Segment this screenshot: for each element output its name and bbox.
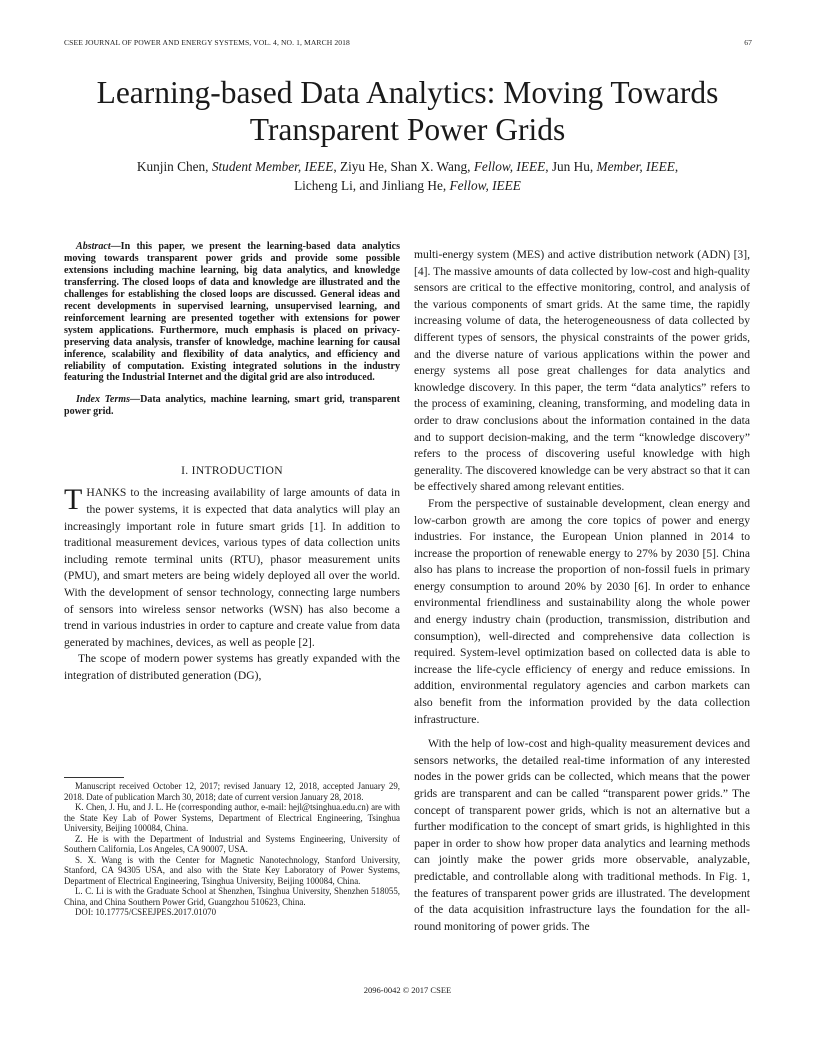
running-head	[64, 38, 752, 47]
author-1-role: Student Member, IEEE	[211, 159, 334, 174]
author-list	[60, 157, 755, 195]
intro-paragraph-1	[64, 485, 400, 651]
abstract	[64, 241, 400, 384]
title-line-2: Transparent Power Grids	[249, 112, 566, 147]
section-numeral: I. I	[181, 464, 196, 478]
left-column	[64, 241, 400, 684]
author-4: Licheng Li, and Jinliang He,	[294, 178, 450, 193]
intro-paragraph-1-text: to the increasing availability of large amounts of data in the power systems, it is expected that data analytics will play an increasingly important role in future smart grids [1]. In addition to traditional measurement devices, various types of data collection units including remote terminal units (RTU), phasor measurement units (PMU), and smart meters are being widely deployed all over the world. With the development of sensor technology, connecting large numbers of sensors into wireless sensor networks (WSN) has also become a trend in various industries in order to capture and create value from data generated by machines, devices, as well as people [2].	[64, 486, 400, 649]
author-1: Kunjin Chen,	[136, 159, 212, 174]
author-2-role: Fellow, IEEE	[473, 159, 546, 174]
index-terms-label: Index Terms	[76, 394, 131, 406]
right-paragraph-2: From the perspective of sustainable development, clean energy and low-carbon growth are among the core topics of power and energy industries. For instance, the European Union planned in 2014 to increase the proportion of renewable energy to 27% by 2030 [5]. China also has plans to increase the proportion of non-fossil fuels in primary energy consumption to around 20% by 2030 [6]. In order to enhance environmental friendliness and sustainability along the whole power and energy industry chain (production, transmission, distribution and consumption), well-directed and comprehensive data collection is required. System-level optimization based on collected data is able to increase the life-cycle efficiency of energy and reduce emissions. In addition, environmental regulatory agencies and carbon markets can also benefit from the information provided by the data collection infrastructure.	[414, 496, 750, 726]
footnotes	[64, 781, 400, 918]
footnote-affiliation-he: Z. He is with the Department of Industrial and Systems Engineering, University of Southern California, Los Angeles, CA 90007, USA.	[64, 833, 400, 854]
right-column	[414, 247, 750, 935]
author-3-role: Member, IEEE	[596, 159, 675, 174]
section-title: NTRODUCTION	[195, 464, 283, 478]
author-4-role: Fellow, IEEE	[449, 178, 521, 193]
intro-paragraph-2: The scope of modern power systems has greatly expanded with the integration of distributed generation (DG),	[64, 652, 400, 682]
footnote-affiliation-chen: K. Chen, J. Hu, and J. L. He (corresponding author, e-mail: hejl@tsinghua.edu.cn) are with the State Key Lab of Power Systems, Department of Electrical Engineering, Tsinghua University, Beijing 100084, China.	[64, 802, 400, 833]
right-paragraph-3: With the help of low-cost and high-quality measurement devices and sensors networks, the detailed real-time information of any interested nodes in the power grids can be collected, which means that the power grids are transparent and can be called “transparent power grids.” The concept of transparent power grids, which is not an alternative but a further modification to the concept of smart grids, is highlighted in this paper in order to show how proper data analytics and learning methods can jointly make the power grids more observable, analyzable, predictable, and controllable along with traditional methods. In Fig. 1, the features of transparent power grids are illustrated. The development of the data acquisition infrastructure lays the foundation for the all-round monitoring of power grids. The	[414, 737, 750, 933]
lead-caps: HANKS	[86, 486, 127, 500]
paper-title	[60, 74, 755, 148]
right-paragraph-1: multi-energy system (MES) and active distribution network (ADN) [3], [4]. The massive amounts of data collected by low-cost and high-quality sensors are critical to the effective monitoring, control, and analysis of the various components of smart grids. At the same time, the rapidly increasing volume of data, the heterogeneousness of data collected by different types of sensors, the physical constraints of the power grids, and the diverse nature of various applications within the power and energy systems all pose great challenges for data analytics and knowledge discovery. In this paper, the term “data analytics” refers to the process of examining, cleaning, transforming, and modeling data in order to draw conclusions about the information contained in the data and to support decision-making, and the term “knowledge discovery” refers to the process of discovering useful knowledge with high generality. The discovered knowledge can be very abstract so that it can be effectively shared among relevant entities.	[414, 248, 750, 494]
footnote-affiliation-li: L. C. Li is with the Graduate School at Shenzhen, Tsinghua University, Shenzhen 518055, China, and China Southern Power Grid, Guangzhou 510623, China.	[64, 886, 400, 907]
index-terms-text: —Data analytics, machine learning, smart grid, transparent power grid.	[64, 394, 400, 418]
abstract-label: Abstract	[76, 241, 111, 252]
footnote-manuscript: Manuscript received October 12, 2017; revised January 12, 2018, accepted January 29, 2018. Date of publication March 30, 2018; date of current version January 28, 2018.	[64, 781, 400, 802]
footnote-rule	[64, 777, 124, 778]
section-heading-introduction	[64, 464, 400, 477]
author-2: , Ziyu He, Shan X. Wang,	[333, 159, 474, 174]
abstract-text: —In this paper, we present the learning-based data analytics moving towards transparent power grids and provide some possible extensions including machine learning, big data analytics, and knowledge transferring. The closed loops of data and knowledge are illustrated and the challenges for establishing the closed loops are discussed. General ideas and recent developments in supervised learning, unsupervised learning, and reinforcement learning are presented together with extensions for power system applications. Furthermore, much emphasis is placed on privacy-preserving data analysis, transfer of knowledge, machine learning for causal inference, scalability and flexibility of data analytics, and efficiency and reliability of computation. Existing integrated solutions in the industry featuring the Industrial Internet and the digital grid are also introduced.	[64, 241, 400, 384]
title-line-1: Learning-based Data Analytics: Moving Towards	[96, 75, 719, 110]
page-footer: 2096-0042 © 2017 CSEE	[363, 985, 452, 995]
author-3: , Jun Hu,	[545, 159, 597, 174]
footnote-doi: DOI: 10.17775/CSEEJPES.2017.01070	[75, 907, 217, 917]
journal-name: CSEE JOURNAL OF POWER AND ENERGY SYSTEMS, VOL. 4, NO. 1, MARCH 2018	[64, 38, 350, 47]
footnote-affiliation-wang: S. X. Wang is with the Center for Magnetic Nanotechnology, Stanford University, Stanford, CA 94305 USA, and also with the State Key Laboratory of Power Systems, Department of Electrical Engineering, Tsinghua University, Beijing 100084, China.	[64, 854, 400, 886]
page-number: 67	[744, 38, 752, 47]
drop-cap: T	[64, 483, 83, 517]
author-3-end: ,	[674, 159, 679, 174]
index-terms	[64, 394, 400, 418]
